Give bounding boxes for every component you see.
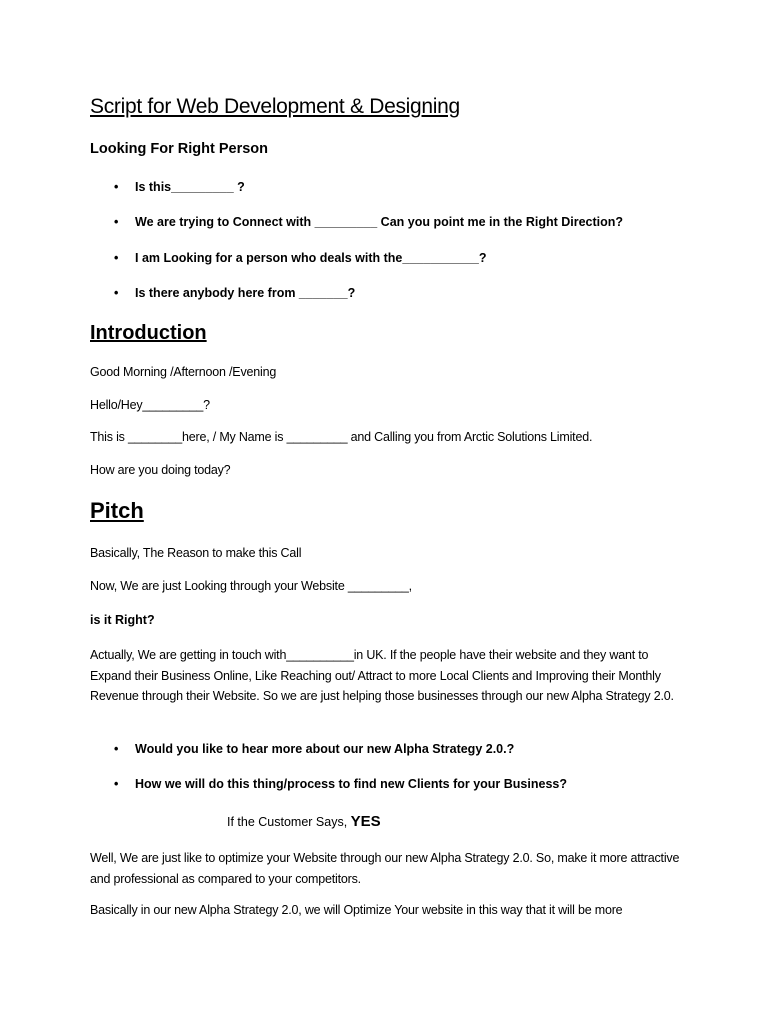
pitch-question: is it Right? <box>90 613 155 627</box>
intro-hello: Hello/Hey_________? <box>90 398 210 412</box>
strategy-paragraph: Basically in our new Alpha Strategy 2.0, we will Optimize Your website in this way that it will be more <box>90 903 623 917</box>
bullet-icon: • <box>114 286 119 300</box>
pitch-website-line: Now, We are just Looking through your Website _________, <box>90 579 412 593</box>
pitch-paragraph: Actually, We are getting in touch with__________in UK. If the people have their website and they want to Expand their Business Online, Like Reaching out/ Attract to more Local Clients and Improving their Monthly Revenue through their Website. So we are just helping those businesses through our new Alpha Strategy 2.0. <box>90 648 674 703</box>
introduction-heading: Introduction <box>90 322 207 344</box>
customer-says-line <box>227 813 381 830</box>
bullet-icon: • <box>114 180 119 194</box>
pitch-reason: Basically, The Reason to make this Call <box>90 546 302 560</box>
bullet-icon: • <box>114 777 119 791</box>
yes-label: YES <box>350 813 381 830</box>
intro-name: This is ________here, / My Name is _________ and Calling you from Arctic Solutions Limited. <box>90 430 593 444</box>
intro-greeting: Good Morning /Afternoon /Evening <box>90 365 277 379</box>
bullet-icon: • <box>114 251 119 265</box>
document-title: Script for Web Development & Designing <box>90 95 460 118</box>
customer-says-label: If the Customer Says, <box>227 815 351 829</box>
optimize-paragraph: Well, We are just like to optimize your Website through our new Alpha Strategy 2.0. So, make it more attractive and professional as compared to your competitors. <box>90 851 680 886</box>
bullet-icon: • <box>114 215 119 229</box>
pitch-heading: Pitch <box>90 498 144 523</box>
intro-how-are-you: How are you doing today? <box>90 463 231 477</box>
looking-section-heading: Looking For Right Person <box>90 141 269 157</box>
bullet-icon: • <box>114 742 119 756</box>
